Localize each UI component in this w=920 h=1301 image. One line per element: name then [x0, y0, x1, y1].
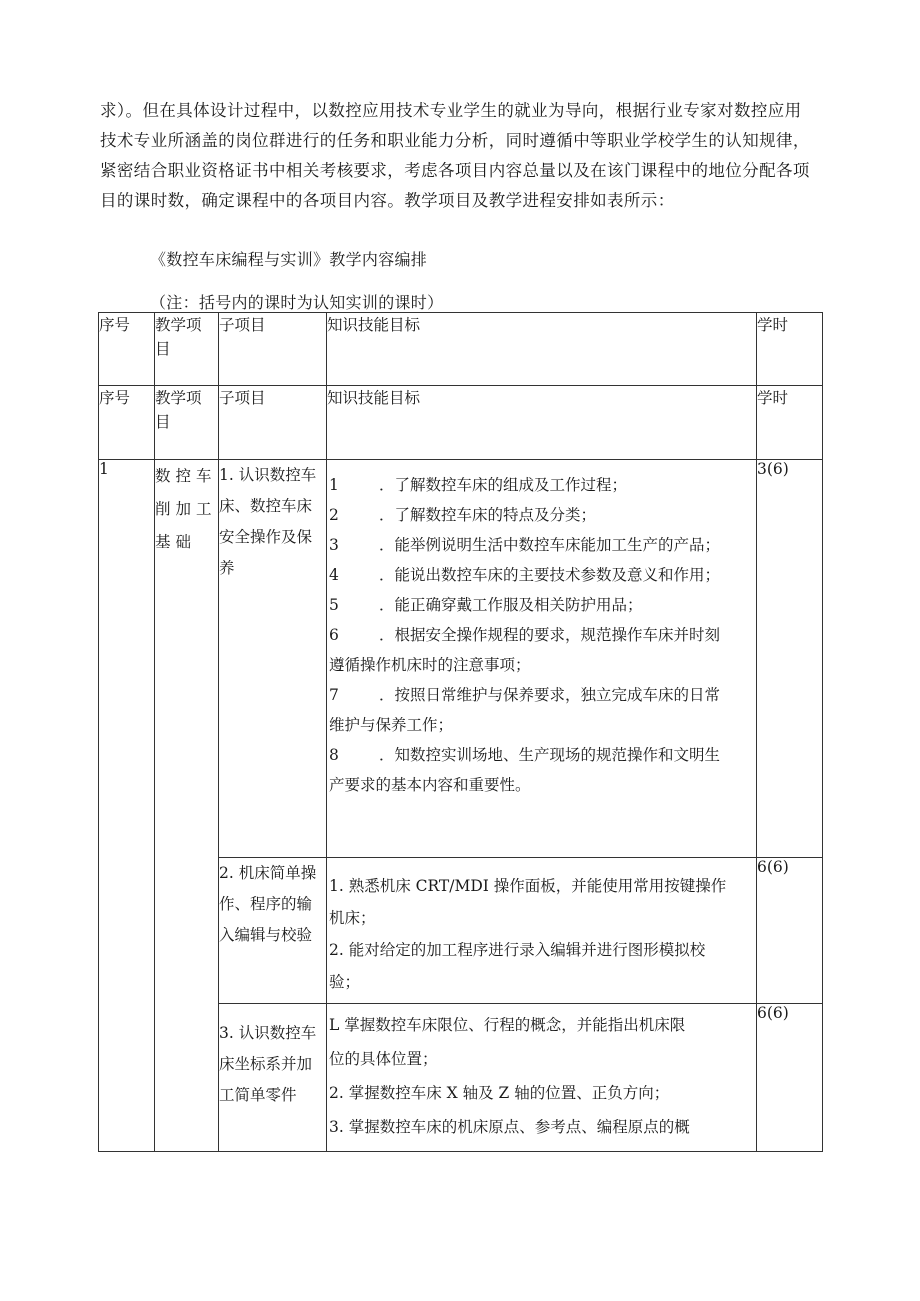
- subitem-line: 1. 认识数控车: [219, 466, 317, 484]
- header-goal: 知识技能目标: [327, 386, 757, 460]
- intro-paragraph: [100, 96, 825, 216]
- header-project-line: 教学项: [155, 389, 202, 407]
- header-row-repeat: [99, 386, 823, 460]
- intro-line: 紧密结合职业资格证书中相关考核要求，考虑各项目内容总量以及在该门课程中的地位分配各项: [100, 161, 810, 180]
- table-title: 《数控车床编程与实训》教学内容编排: [150, 250, 428, 269]
- header-project-line: 教学项: [155, 316, 202, 334]
- table-row: [99, 460, 823, 858]
- header-sub: 子项目: [219, 313, 327, 386]
- subitem-hours: 6(6): [757, 1004, 823, 1152]
- subitem-name: [219, 858, 327, 1004]
- subitem-line: 床、数控车床: [219, 497, 313, 515]
- header-seq: 序号: [99, 313, 155, 386]
- header-project: [155, 386, 219, 460]
- goal-line: 2. 能对给定的加工程序进行录入编辑并进行图形模拟校: [329, 941, 706, 959]
- row-project: [155, 460, 219, 1152]
- subitem-line: 安全操作及保: [219, 528, 313, 546]
- goal-continuation: 维护与保养工作；: [329, 716, 454, 734]
- subitem-name: [219, 1004, 327, 1152]
- subitem-line: 3. 认识数控车: [219, 1024, 317, 1042]
- subitem-goals: [327, 858, 757, 1004]
- subitem-hours: 3(6): [757, 460, 823, 858]
- table-note: （注：括号内的课时为认知实训的课时）: [150, 293, 444, 312]
- subitem-line: 入编辑与校验: [219, 926, 313, 944]
- goal-continuation: 产要求的基本内容和重要性。: [329, 776, 531, 794]
- subitem-name: [219, 460, 327, 858]
- goal-continuation: 遵循操作机床时的注意事项；: [329, 656, 531, 674]
- project-line: 基础: [155, 533, 197, 551]
- goal-line: 2. 掌握数控车床 X 轴及 Z 轴的位置、正负方向；: [329, 1084, 670, 1102]
- header-goal: 知识技能目标: [327, 313, 757, 386]
- header-hours: 学时: [757, 386, 823, 460]
- header-hours: 学时: [757, 313, 823, 386]
- project-line: 削加工: [155, 500, 217, 518]
- goal-item: 7 ．按照日常维护与保养要求，独立完成车床的日常: [329, 686, 721, 704]
- intro-line: 目的课时数，确定课程中的各项目内容。教学项目及教学进程安排如表所示：: [100, 191, 675, 210]
- subitem-line: 养: [219, 559, 235, 577]
- subitem-line: 作、程序的输: [219, 895, 313, 913]
- goal-item: 3 ．能举例说明生活中数控车床能加工生产的产品；: [329, 536, 721, 554]
- goal-item: 4 ．能说出数控车床的主要技术参数及意义和作用；: [329, 566, 721, 584]
- subitem-line: 工简单零件: [219, 1086, 297, 1104]
- goal-item: 2 ．了解数控车床的特点及分类；: [329, 506, 597, 524]
- header-sub: 子项目: [219, 386, 327, 460]
- goal-line: L 掌握数控车床限位、行程的概念，并能指出机床限: [329, 1016, 686, 1034]
- header-project: [155, 313, 219, 386]
- header-seq: 序号: [99, 386, 155, 460]
- goal-line: 位的具体位置；: [329, 1050, 438, 1068]
- intro-line: 技术专业所涵盖的岗位群进行的任务和职业能力分析，同时遵循中等职业学校学生的认知规律，: [100, 131, 810, 150]
- goal-line: 3. 掌握数控车床的机床原点、参考点、编程原点的概: [329, 1118, 690, 1136]
- subitem-goals: [327, 1004, 757, 1152]
- subitem-goals: [327, 460, 757, 858]
- goal-item: 6 ．根据安全操作规程的要求，规范操作车床并时刻: [329, 626, 721, 644]
- teaching-content-table: [98, 312, 823, 1152]
- goal-line: 1. 熟悉机床 CRT/MDI 操作面板，并能使用常用按键操作: [329, 877, 727, 895]
- header-row: [99, 313, 823, 386]
- header-project-line: 目: [155, 413, 171, 431]
- goal-line: 机床；: [329, 909, 376, 927]
- subitem-line: 2. 机床简单操: [219, 864, 317, 882]
- goal-line: 验；: [329, 973, 361, 991]
- project-line: 数控车: [155, 467, 217, 485]
- goal-item: 1 ．了解数控车床的组成及工作过程；: [329, 476, 628, 494]
- row-seq: 1: [99, 460, 155, 1152]
- goal-item: 5 ．能正确穿戴工作服及相关防护用品；: [329, 596, 643, 614]
- intro-line: 求）。但在具体设计过程中，以数控应用技术专业学生的就业为导向，根据行业专家对数控应用: [100, 101, 802, 120]
- header-project-line: 目: [155, 340, 171, 358]
- subitem-line: 床坐标系并加: [219, 1055, 313, 1073]
- subitem-hours: 6(6): [757, 858, 823, 1004]
- goal-item: 8 ．知数控实训场地、生产现场的规范操作和文明生: [329, 746, 721, 764]
